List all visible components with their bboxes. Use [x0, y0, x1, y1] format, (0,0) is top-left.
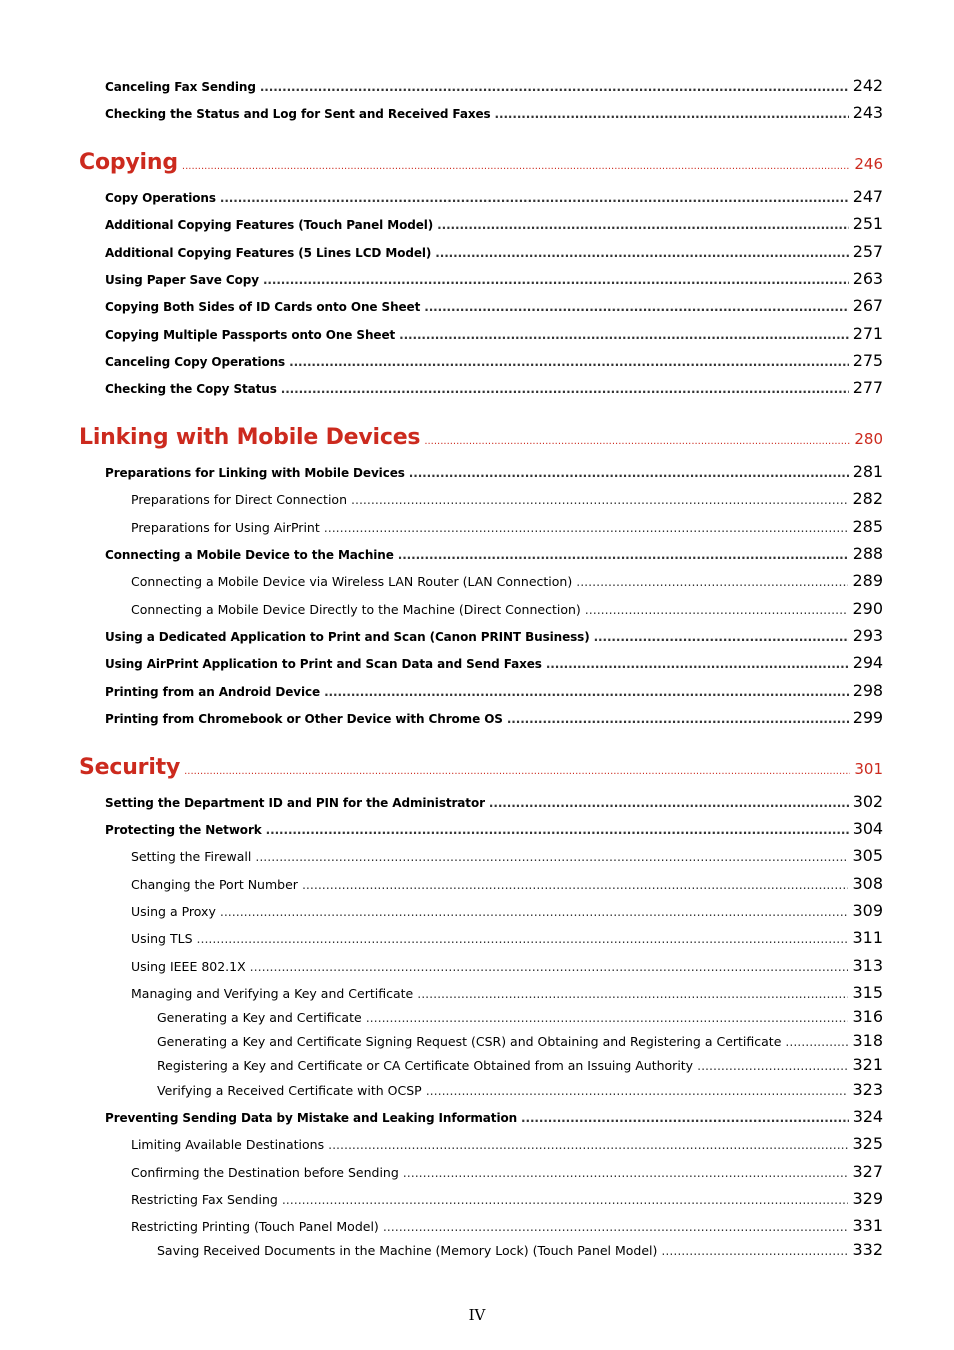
section-entry[interactable] — [105, 187, 883, 207]
toc-entry-title: Generating a Key and Certificate Signing Request (CSR) and Obtaining and Registering a Certificate — [157, 1034, 782, 1049]
toc-entry-title: Preparations for Using AirPrint — [131, 520, 320, 535]
subsection-entry[interactable] — [131, 928, 883, 948]
dot-leader — [220, 904, 849, 919]
toc-entry-title: Printing from Chromebook or Other Device with Chrome OS — [105, 712, 503, 726]
dot-leader — [585, 602, 849, 617]
dot-leader — [220, 191, 849, 205]
toc-entry-title: Canceling Fax Sending — [105, 80, 256, 94]
subsection-entry[interactable] — [131, 846, 883, 866]
dot-leader — [424, 300, 849, 314]
subsection-entry[interactable] — [131, 1216, 883, 1236]
dot-leader — [351, 492, 848, 507]
toc-entry-page: 251 — [852, 214, 883, 233]
toc-entry-page: 288 — [852, 544, 883, 563]
subsubsection-entry[interactable] — [157, 1240, 883, 1260]
dot-leader — [324, 520, 849, 535]
toc-entry-title: Generating a Key and Certificate — [157, 1010, 362, 1025]
toc-entry-page: 263 — [852, 269, 883, 288]
subsection-entry[interactable] — [131, 571, 883, 591]
toc-entry-title: Copying — [79, 150, 178, 175]
subsection-entry[interactable] — [131, 1189, 883, 1209]
section-entry[interactable] — [105, 324, 883, 344]
dot-leader — [495, 107, 849, 121]
section-entry[interactable] — [105, 462, 883, 482]
toc-entry-title: Restricting Printing (Touch Panel Model) — [131, 1219, 379, 1234]
dot-leader — [399, 328, 849, 342]
toc-entry-page: 275 — [852, 351, 883, 370]
toc-entry-title: Checking the Copy Status — [105, 382, 277, 396]
toc-entry-page: 309 — [852, 901, 883, 920]
toc-entry-page: 313 — [852, 956, 883, 975]
section-entry[interactable] — [105, 103, 883, 123]
dot-leader — [594, 630, 849, 644]
section-entry[interactable] — [105, 296, 883, 316]
subsection-entry[interactable] — [131, 599, 883, 619]
toc-entry-page: 290 — [852, 599, 883, 618]
section-entry[interactable] — [105, 544, 883, 564]
dot-leader — [576, 574, 848, 589]
toc-entry-title: Copying Multiple Passports onto One Sheet — [105, 328, 396, 342]
toc-entry-page: 324 — [852, 1107, 883, 1126]
toc-entry-page: 277 — [852, 378, 883, 397]
subsection-entry[interactable] — [131, 983, 883, 1003]
section-entry[interactable] — [105, 792, 883, 812]
toc-entry-page: 293 — [852, 626, 883, 645]
toc-entry-page: 311 — [852, 928, 883, 947]
dot-leader — [182, 161, 850, 172]
dot-leader — [255, 849, 848, 864]
toc-entry-title: Printing from an Android Device — [105, 685, 321, 699]
page-number-footer: IV — [468, 1306, 486, 1324]
chapter-entry[interactable] — [79, 425, 883, 455]
subsection-entry[interactable] — [131, 956, 883, 976]
subsubsection-entry[interactable] — [157, 1080, 883, 1100]
toc-entry-page: 280 — [854, 430, 883, 448]
dot-leader — [250, 959, 849, 974]
toc-entry-page: 305 — [852, 846, 883, 865]
toc-entry-page: 243 — [852, 103, 883, 122]
subsubsection-entry[interactable] — [157, 1055, 883, 1075]
section-entry[interactable] — [105, 269, 883, 289]
toc-entry-page: 271 — [852, 324, 883, 343]
dot-leader — [489, 796, 849, 810]
toc-entry-title: Checking the Status and Log for Sent and Received Faxes — [105, 107, 491, 121]
dot-leader — [266, 823, 849, 837]
toc-entry-page: 247 — [852, 187, 883, 206]
subsection-entry[interactable] — [131, 489, 883, 509]
toc-entry-page: 246 — [854, 155, 883, 173]
toc-entry-title: Security — [79, 755, 181, 780]
toc-entry-title: Connecting a Mobile Device via Wireless LAN Router (LAN Connection) — [131, 574, 573, 589]
toc-entry-page: 323 — [852, 1080, 883, 1099]
toc-entry-title: Verifying a Received Certificate with OCSP — [157, 1083, 422, 1098]
dot-leader — [661, 1243, 848, 1258]
toc-entry-page: 281 — [852, 462, 883, 481]
toc-entry-page: 289 — [852, 571, 883, 590]
toc-entry-page: 318 — [852, 1031, 883, 1050]
toc-entry-page: 298 — [852, 681, 883, 700]
dot-leader — [435, 246, 848, 260]
toc-entry-title: Registering a Key and Certificate or CA Certificate Obtained from an Issuing Authority — [157, 1058, 694, 1073]
toc-entry-title: Connecting a Mobile Device Directly to the Machine (Direct Connection) — [131, 602, 581, 617]
toc-entry-title: Saving Received Documents in the Machine (Memory Lock) (Touch Panel Model) — [157, 1243, 658, 1258]
toc-entry-page: 294 — [852, 653, 883, 672]
toc-entry-title: Using AirPrint Application to Print and Scan Data and Send Faxes — [105, 657, 542, 671]
dot-leader — [289, 355, 849, 369]
toc-entry-title: Restricting Fax Sending — [131, 1192, 278, 1207]
dot-leader — [282, 1192, 849, 1207]
toc-entry-title: Copying Both Sides of ID Cards onto One Sheet — [105, 300, 421, 314]
dot-leader — [328, 1137, 848, 1152]
toc-entry-page: 301 — [854, 760, 883, 778]
dot-leader — [398, 548, 849, 562]
toc-entry-title: Preparations for Direct Connection — [131, 492, 347, 507]
dot-leader — [697, 1058, 848, 1073]
section-entry[interactable] — [105, 819, 883, 839]
toc-entry-title: Protecting the Network — [105, 823, 262, 837]
toc-entry-title: Setting the Firewall — [131, 849, 252, 864]
toc-entry-title: Additional Copying Features (5 Lines LCD Model) — [105, 246, 432, 260]
section-entry[interactable] — [105, 708, 883, 728]
toc-entry-page: 329 — [852, 1189, 883, 1208]
toc-entry-title: Changing the Port Number — [131, 877, 298, 892]
toc-entry-title: Using Paper Save Copy — [105, 273, 259, 287]
chapter-entry[interactable] — [79, 150, 883, 180]
toc-entry-page: 242 — [852, 76, 883, 95]
toc-entry-page: 308 — [852, 874, 883, 893]
toc-entry-page: 285 — [852, 517, 883, 536]
toc-entry-title: Using a Dedicated Application to Print and Scan (Canon PRINT Business) — [105, 630, 590, 644]
toc-entry-page: 302 — [852, 792, 883, 811]
dot-leader — [424, 436, 850, 447]
section-entry[interactable] — [105, 626, 883, 646]
dot-leader — [366, 1010, 849, 1025]
dot-leader — [409, 466, 849, 480]
toc-entry-title: Managing and Verifying a Key and Certificate — [131, 986, 414, 1001]
subsection-entry[interactable] — [131, 517, 883, 537]
subsubsection-entry[interactable] — [157, 1031, 883, 1051]
section-entry[interactable] — [105, 1107, 883, 1127]
toc-entry-page: 316 — [852, 1007, 883, 1026]
dot-leader — [281, 382, 849, 396]
dot-leader — [263, 273, 849, 287]
toc-entry-page: 327 — [852, 1162, 883, 1181]
subsection-entry[interactable] — [131, 874, 883, 894]
toc-entry-title: Limiting Available Destinations — [131, 1137, 325, 1152]
toc-entry-title: Using IEEE 802.1X — [131, 959, 246, 974]
toc-entry-title: Confirming the Destination before Sending — [131, 1165, 399, 1180]
dot-leader — [324, 685, 849, 699]
dot-leader — [437, 218, 849, 232]
subsection-entry[interactable] — [131, 1162, 883, 1182]
toc-entry-page: 331 — [852, 1216, 883, 1235]
dot-leader — [184, 766, 850, 777]
section-entry[interactable] — [105, 681, 883, 701]
toc-entry-title: Additional Copying Features (Touch Panel Model) — [105, 218, 434, 232]
toc-entry-title: Using a Proxy — [131, 904, 216, 919]
section-entry[interactable] — [105, 242, 883, 262]
dot-leader — [426, 1083, 849, 1098]
section-entry[interactable] — [105, 351, 883, 371]
dot-leader — [546, 657, 849, 671]
toc-entry-title: Preventing Sending Data by Mistake and Leaking Information — [105, 1111, 518, 1125]
toc-entry-page: 325 — [852, 1134, 883, 1153]
dot-leader — [260, 80, 849, 94]
dot-leader — [507, 712, 849, 726]
toc-entry-page: 315 — [852, 983, 883, 1002]
toc-entry-title: Preparations for Linking with Mobile Devices — [105, 466, 405, 480]
section-entry[interactable] — [105, 214, 883, 234]
chapter-entry[interactable] — [79, 755, 883, 785]
toc-entry-title: Linking with Mobile Devices — [79, 425, 421, 450]
section-entry[interactable] — [105, 378, 883, 398]
section-entry[interactable] — [105, 653, 883, 673]
toc-entry-page: 332 — [852, 1240, 883, 1259]
dot-leader — [302, 877, 849, 892]
toc-entry-title: Canceling Copy Operations — [105, 355, 286, 369]
toc-entry-page: 282 — [852, 489, 883, 508]
toc-entry-page: 257 — [852, 242, 883, 261]
toc-entry-title: Using TLS — [131, 931, 193, 946]
subsection-entry[interactable] — [131, 901, 883, 921]
toc-entry-title: Setting the Department ID and PIN for the Administrator — [105, 796, 485, 810]
dot-leader — [417, 986, 848, 1001]
dot-leader — [403, 1165, 849, 1180]
dot-leader — [197, 931, 849, 946]
toc-entry-page: 304 — [852, 819, 883, 838]
subsubsection-entry[interactable] — [157, 1007, 883, 1027]
toc-entry-page: 299 — [852, 708, 883, 727]
section-entry[interactable] — [105, 76, 883, 96]
subsection-entry[interactable] — [131, 1134, 883, 1154]
toc-entry-page: 267 — [852, 296, 883, 315]
dot-leader — [785, 1034, 848, 1049]
toc-entry-page: 321 — [852, 1055, 883, 1074]
dot-leader — [521, 1111, 849, 1125]
toc-entry-title: Connecting a Mobile Device to the Machine — [105, 548, 394, 562]
dot-leader — [383, 1219, 849, 1234]
toc-entry-title: Copy Operations — [105, 191, 216, 205]
